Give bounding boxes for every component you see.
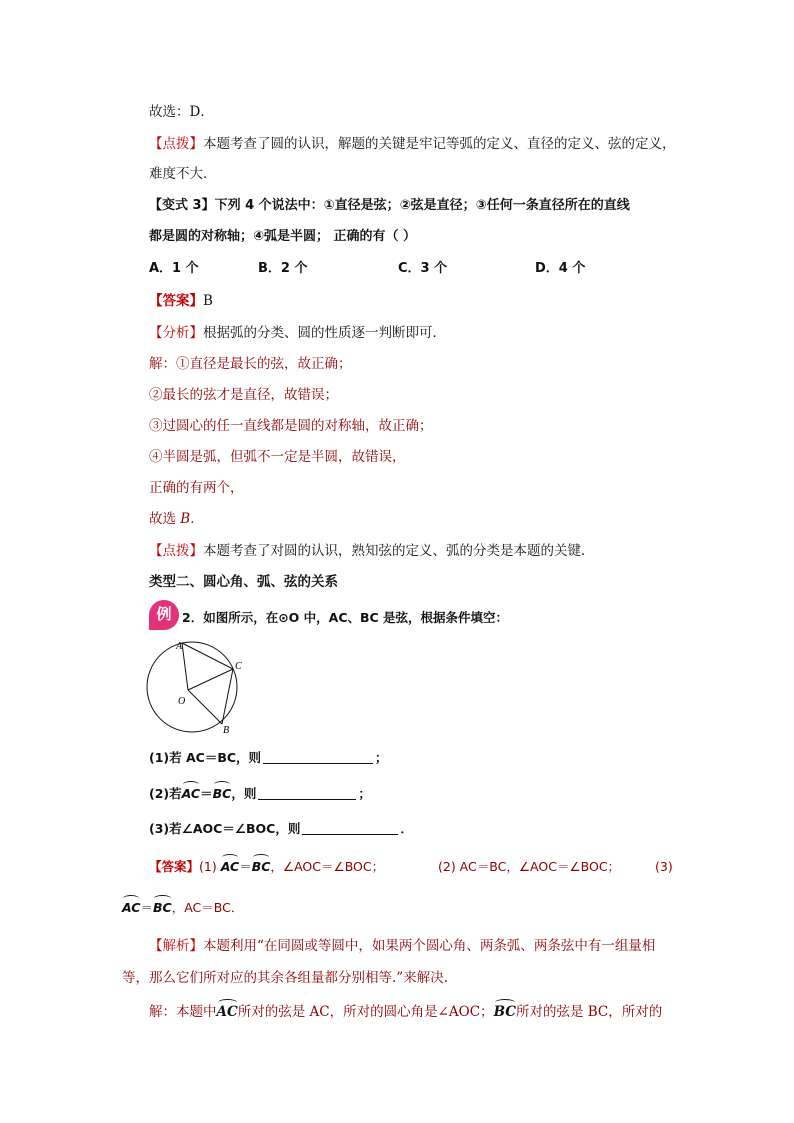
answer-arc-bc: BC (252, 857, 271, 877)
tip-paragraph-1-cont: 难度不大． (149, 166, 217, 182)
solution-step-3: ③过圆心的任一直线都是圆的对称轴，故正确； (149, 418, 433, 434)
option-b: B．2 个 (258, 261, 308, 276)
answer-label: 【答案】 (149, 293, 203, 309)
question-3 (149, 819, 413, 839)
circle-figure (145, 640, 247, 736)
answer-part3-tail: ，AC＝BC． (171, 900, 244, 915)
chord-bc (222, 669, 233, 724)
label-a: A (176, 641, 183, 652)
solve-mid-1: 所对的弦是 AC，所对的圆心角是∠AOC； (237, 1004, 494, 1020)
example-question: 2．如图所示，在⊙O 中，AC、BC 是弦，根据条件填空： (182, 610, 509, 625)
example-answer-label: 【答案】 (149, 859, 200, 874)
q2-prefix: (2)若 (149, 786, 182, 801)
option-d: D．4 个 (535, 261, 586, 276)
solution-step-5: 正确的有两个， (149, 480, 244, 496)
variant3-answer (149, 291, 213, 311)
example-answer-part3-num: (3) (655, 859, 673, 874)
variant3-question-line1: 【变式 3】下列 4 个说法中：①直径是弦；②弦是直径；③任何一条直径所在的直线 (149, 198, 630, 213)
solve-mid-2: 所对的弦是 BC，所对的 (515, 1004, 663, 1020)
example-answer-part2: (2) AC＝BC，∠AOC＝∠BOC； (438, 859, 621, 874)
answer-eq-3: ＝ (140, 900, 153, 915)
tip-text: 本题考查了圆的认识，解题的关键是牢记等弧的定义、直径的定义、弦的定义， (203, 136, 676, 152)
explanation-line2: 等，那么它们所对应的其余各组量都分别相等.”来解决. (122, 970, 448, 986)
conclusion-choice: B (180, 511, 191, 527)
arc-ac: AC (182, 784, 200, 804)
arc-bc: BC (213, 784, 232, 804)
answer-blank-2[interactable] (258, 785, 356, 800)
tip-paragraph-2 (149, 541, 595, 561)
label-c: C (235, 661, 242, 672)
example-badge: 例 (149, 600, 179, 630)
q3-prefix: (3)若∠AOC＝∠BOC，则 (149, 821, 301, 836)
q2-mid: ，则 (231, 786, 257, 801)
radius-ob (188, 690, 222, 724)
explain-text-1: 本题利用“在同圆或等圆中，如果两个圆心角、两条弧、两条弦中有一组量相 (203, 938, 656, 954)
q3-suffix: ． (400, 821, 413, 836)
radius-oc (188, 669, 233, 690)
section-heading: 类型二、圆心角、弧、弦的关系 (149, 574, 338, 590)
variant3-question-line2: 都是圆的对称轴；④弧是半圆； 正确的有（ ） (149, 229, 417, 244)
chord-ac (182, 643, 233, 669)
answer-part1-num: (1) (199, 859, 221, 874)
answer3-arc-bc: BC (153, 898, 172, 918)
answer-blank-1[interactable] (263, 749, 373, 764)
radius-oa (182, 643, 188, 690)
solve-line (149, 1002, 662, 1022)
answer-part1-tail: ，∠AOC＝∠BOC； (270, 859, 385, 874)
solve-prefix: 解：本题中 (149, 1004, 217, 1020)
explain-label: 【解析】 (149, 938, 203, 954)
explanation-line1 (149, 936, 655, 956)
solve-arc-ac: AC (216, 1004, 238, 1020)
tip-label: 【点拨】 (149, 136, 203, 152)
option-a: A．1 个 (149, 261, 199, 276)
example-answer-line2 (122, 898, 243, 918)
variant3-analysis (149, 323, 446, 343)
solve-arc-bc: BC (493, 1004, 516, 1020)
answer-blank-3[interactable] (302, 820, 398, 835)
q1-prefix: (1)若 AC＝BC，则 (149, 750, 262, 765)
q2-suffix: ； (358, 786, 371, 801)
q2-eq: ＝ (200, 786, 213, 801)
answer3-arc-ac: AC (122, 898, 140, 918)
conclusion-prefix: 故选 (149, 511, 181, 527)
option-c: C．3 个 (398, 261, 448, 276)
tip-text-2: 本题考查了对圆的认识，熟知弦的定义、弧的分类是本题的关键． (203, 543, 595, 559)
analysis-text: 根据弧的分类、圆的性质逐一判断即可． (203, 325, 446, 341)
tip-label-2: 【点拨】 (149, 543, 203, 559)
analysis-label: 【分析】 (149, 325, 203, 341)
answer-value: B (203, 293, 213, 309)
question-2 (149, 784, 371, 804)
answer-arc-ac: AC (221, 857, 239, 877)
conclusion-suffix: ． (190, 511, 204, 527)
label-b: B (223, 725, 230, 736)
example-answer-line1 (149, 857, 384, 877)
label-o: O (178, 696, 186, 707)
solution-step-1: 解：①直径是最长的弦，故正确； (149, 356, 352, 372)
solution-step-4: ④半圆是弧，但弧不一定是半圆，故错误， (149, 449, 406, 465)
conclusion-d: 故选：D． (149, 104, 214, 120)
variant3-conclusion (149, 509, 204, 529)
question-1 (149, 748, 388, 768)
solution-step-2: ②最长的弦才是直径，故错误； (149, 387, 338, 403)
q1-suffix: ； (375, 750, 388, 765)
tip-paragraph-1 (149, 134, 676, 154)
answer-eq-1: ＝ (239, 859, 252, 874)
